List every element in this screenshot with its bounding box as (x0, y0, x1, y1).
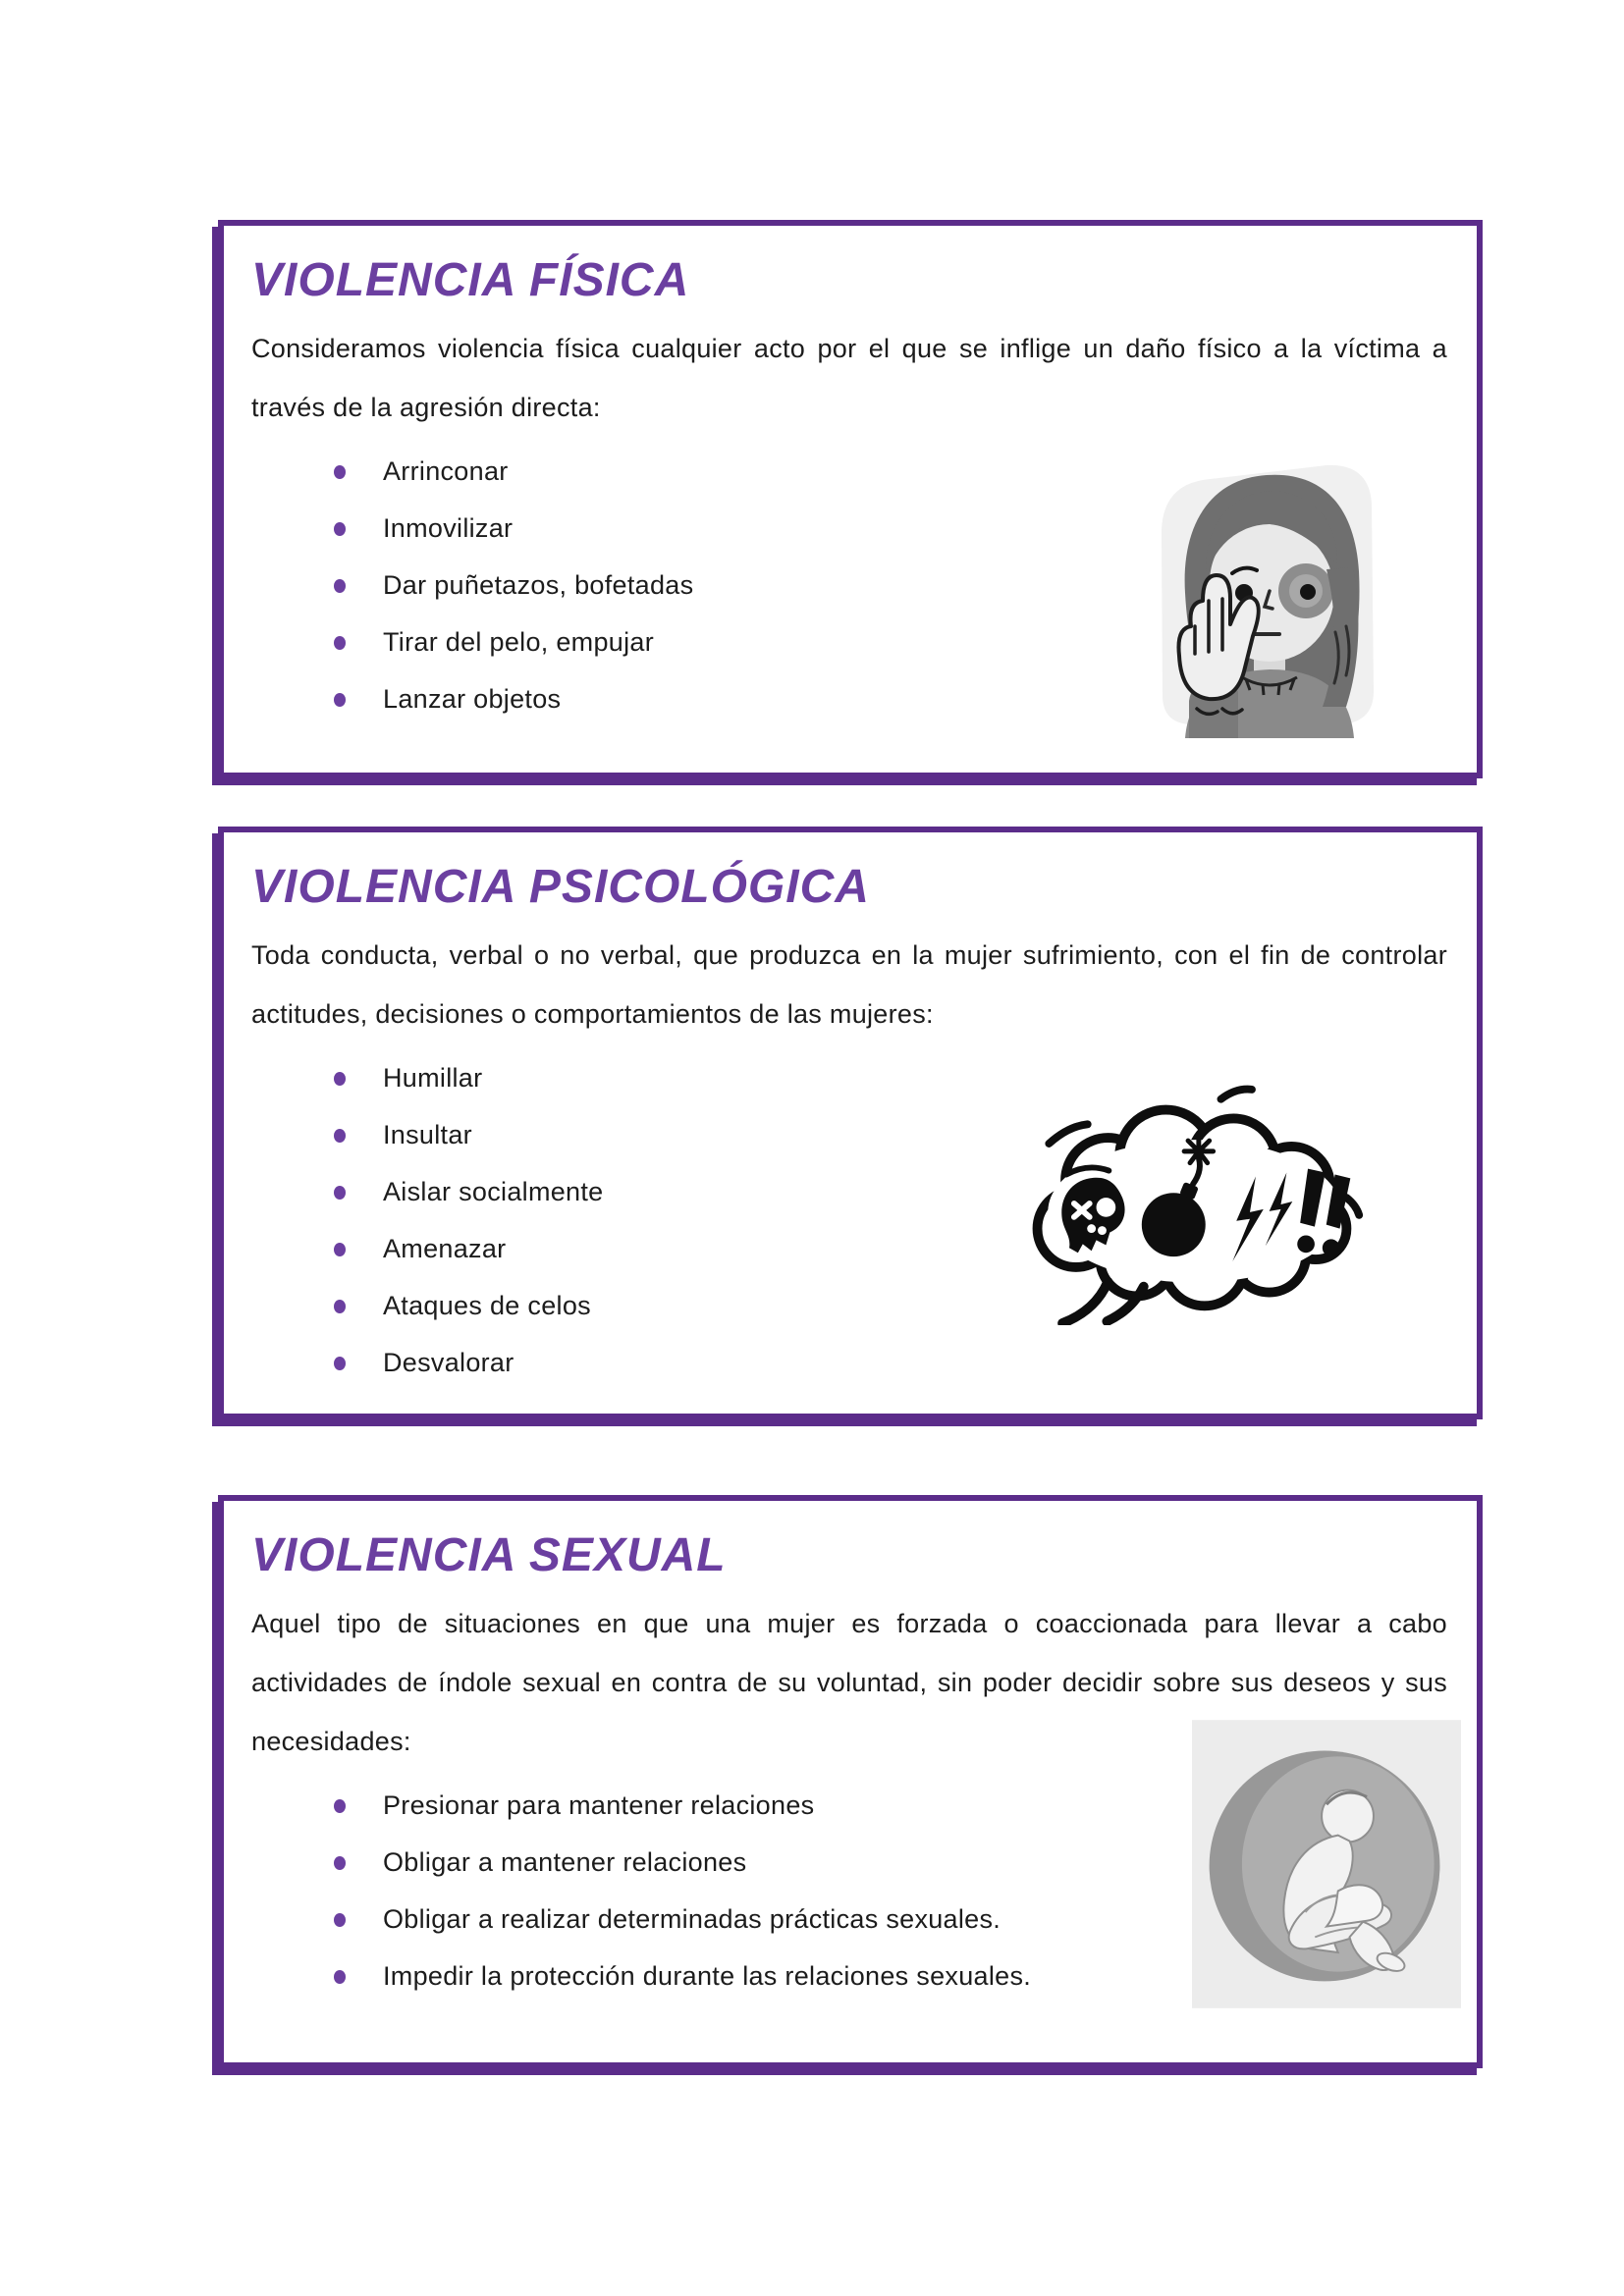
section-title: VIOLENCIA FÍSICA (251, 254, 690, 306)
list-item: Inmovilizar (383, 500, 1447, 557)
woman-stop-hand-illustration (1133, 444, 1400, 738)
section-intro: Consideramos violencia física cualquier acto por el que se inflige un daño físico a la víctima a través de la agresión directa: (251, 334, 1447, 422)
list-item: Desvalorar (383, 1334, 1447, 1391)
list-item: Aislar socialmente (383, 1163, 1447, 1220)
list-item: Impedir la protección durante las relaciones sexuales. (383, 1948, 1447, 2004)
list-item: Insultar (383, 1106, 1447, 1163)
section-violencia-fisica (218, 220, 1483, 778)
list-item: Dar puñetazos, bofetadas (383, 557, 1447, 614)
section-violencia-psicologica (218, 827, 1483, 1419)
list-item: Presionar para mantener relaciones (383, 1777, 1447, 1834)
list-item: Arrinconar (383, 443, 1447, 500)
sad-crouching-person-illustration (1192, 1717, 1461, 2011)
section-intro: Toda conducta, verbal o no verbal, que produzca en la mujer sufrimiento, con el fin de controlar actitudes, decisiones o comportamientos de las mujeres: (251, 940, 1447, 1029)
list-item: Obligar a mantener relaciones (383, 1834, 1447, 1891)
sad-crouching-person-icon (1192, 1717, 1461, 2011)
section-title: VIOLENCIA PSICOLÓGICA (251, 861, 870, 913)
list-item: Humillar (383, 1049, 1447, 1106)
section-violencia-sexual (218, 1495, 1483, 2068)
cursing-speech-bubble-illustration (1005, 1084, 1375, 1325)
list-item: Ataques de celos (383, 1277, 1447, 1334)
section-intro: Aquel tipo de situaciones en que una mujer es forzada o coaccionada para llevar a cabo actividades de índole sexual en contra de su voluntad, sin poder decidir sobre sus deseos y sus necesidades: (251, 1609, 1447, 1756)
section-title: VIOLENCIA SEXUAL (251, 1529, 727, 1581)
list-item: Obligar a realizar determinadas prácticas sexuales. (383, 1891, 1447, 1948)
list-item: Tirar del pelo, empujar (383, 614, 1447, 670)
list-item: Lanzar objetos (383, 670, 1447, 727)
list-item: Amenazar (383, 1220, 1447, 1277)
woman-stop-hand-icon (1133, 444, 1400, 738)
cursing-speech-bubble-icon (1005, 1084, 1375, 1325)
